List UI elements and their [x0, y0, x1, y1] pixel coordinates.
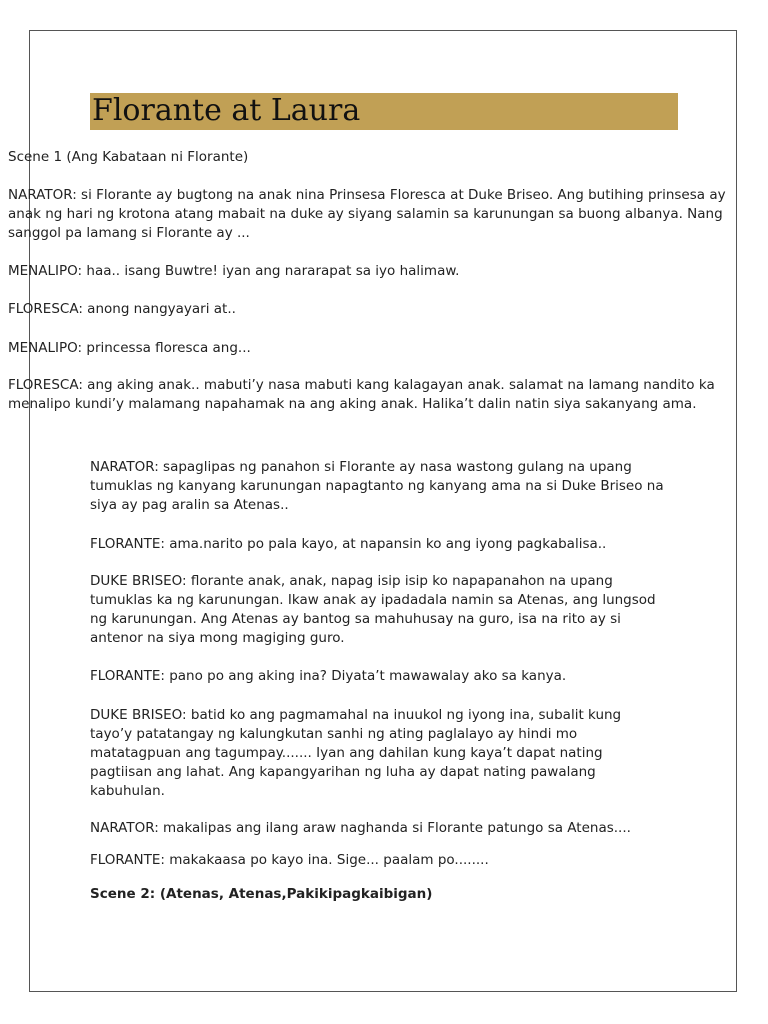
text-line: NARATOR: makalipas ang ilang araw naghanda si Florante patungo sa Atenas.... — [90, 820, 631, 836]
document-title: Florante at Laura — [92, 93, 361, 128]
text-line: menalipo kundi’y malamang napahamak na ang aking anak. Halika’t dalin natin siya sakanyang ama. — [8, 396, 697, 412]
text-line: ng karunungan. Ang Atenas ay bantog sa mahuhusay na guro, isa na rito ay si — [90, 611, 621, 627]
text-line: sanggol pa lamang si Florante ay ... — [8, 225, 250, 241]
paragraph — [90, 535, 606, 554]
text-line: antenor na siya mong magiging guro. — [90, 630, 345, 646]
text-line: MENALIPO: princessa floresca ang... — [8, 340, 251, 356]
paragraph — [90, 819, 631, 838]
text-line: NARATOR: si Florante ay bugtong na anak nina Prinsesa Floresca at Duke Briseo. Ang butihing prinsesa ay — [8, 187, 726, 203]
text-line: DUKE BRISEO: florante anak, anak, napag isip isip ko napapanahon na upang — [90, 573, 613, 589]
paragraph — [8, 262, 459, 281]
scene-heading — [8, 148, 248, 167]
scene-heading — [90, 885, 432, 904]
text-line: Scene 2: (Atenas, Atenas,Pakikipagkaibigan) — [90, 886, 433, 902]
paragraph — [90, 667, 566, 686]
paragraph — [90, 706, 621, 801]
paragraph — [8, 339, 251, 358]
text-line: FLORANTE: pano po ang aking ina? Diyata’t mawawalay ako sa kanya. — [90, 668, 567, 684]
text-line: matatagpuan ang tagumpay....... Iyan ang dahilan kung kaya’t dapat nating — [90, 745, 603, 761]
text-line: pagtiisan ang lahat. Ang kapangyarihan ng luha ay dapat nating pawalang — [90, 764, 596, 780]
text-line: FLORANTE: makakaasa po kayo ina. Sige... paalam po........ — [90, 852, 489, 868]
text-line: anak ng hari ng krotona atang mabait na duke ay siyang salamin sa karunungan sa buong albanya. Nang — [8, 206, 723, 222]
text-line: Scene 1 (Ang Kabataan ni Florante) — [8, 149, 249, 165]
paragraph — [90, 572, 656, 648]
text-line: FLORANTE: ama.narito po pala kayo, at napansin ko ang iyong pagkabalisa.. — [90, 536, 607, 552]
text-line: tumuklas ng kanyang karunungan napagtanto ng kanyang ama na si Duke Briseo na — [90, 478, 664, 494]
text-line: DUKE BRISEO: batid ko ang pagmamahal na inuukol ng iyong ina, subalit kung — [90, 707, 622, 723]
text-line: FLORESCA: anong nangyayari at.. — [8, 301, 236, 317]
text-line: tayo’y patatangay ng kalungkutan sanhi ng ating paglalayo ay hindi mo — [90, 726, 578, 742]
title-banner — [90, 93, 678, 130]
text-line: kabuhulan. — [90, 783, 165, 799]
paragraph — [8, 376, 715, 414]
paragraph — [8, 186, 726, 243]
paragraph — [90, 851, 489, 870]
paragraph — [8, 300, 236, 319]
text-line: NARATOR: sapaglipas ng panahon si Florante ay nasa wastong gulang na upang — [90, 459, 632, 475]
text-line: tumuklas ka ng karunungan. Ikaw anak ay ipadadala namin sa Atenas, ang lungsod — [90, 592, 656, 608]
text-line: MENALIPO: haa.. isang Buwtre! iyan ang nararapat sa iyo halimaw. — [8, 263, 460, 279]
text-line: siya ay pag aralin sa Atenas.. — [90, 497, 289, 513]
text-line: FLORESCA: ang aking anak.. mabuti’y nasa mabuti kang kalagayan anak. salamat na lamang nandito ka — [8, 377, 715, 393]
paragraph — [90, 458, 664, 515]
